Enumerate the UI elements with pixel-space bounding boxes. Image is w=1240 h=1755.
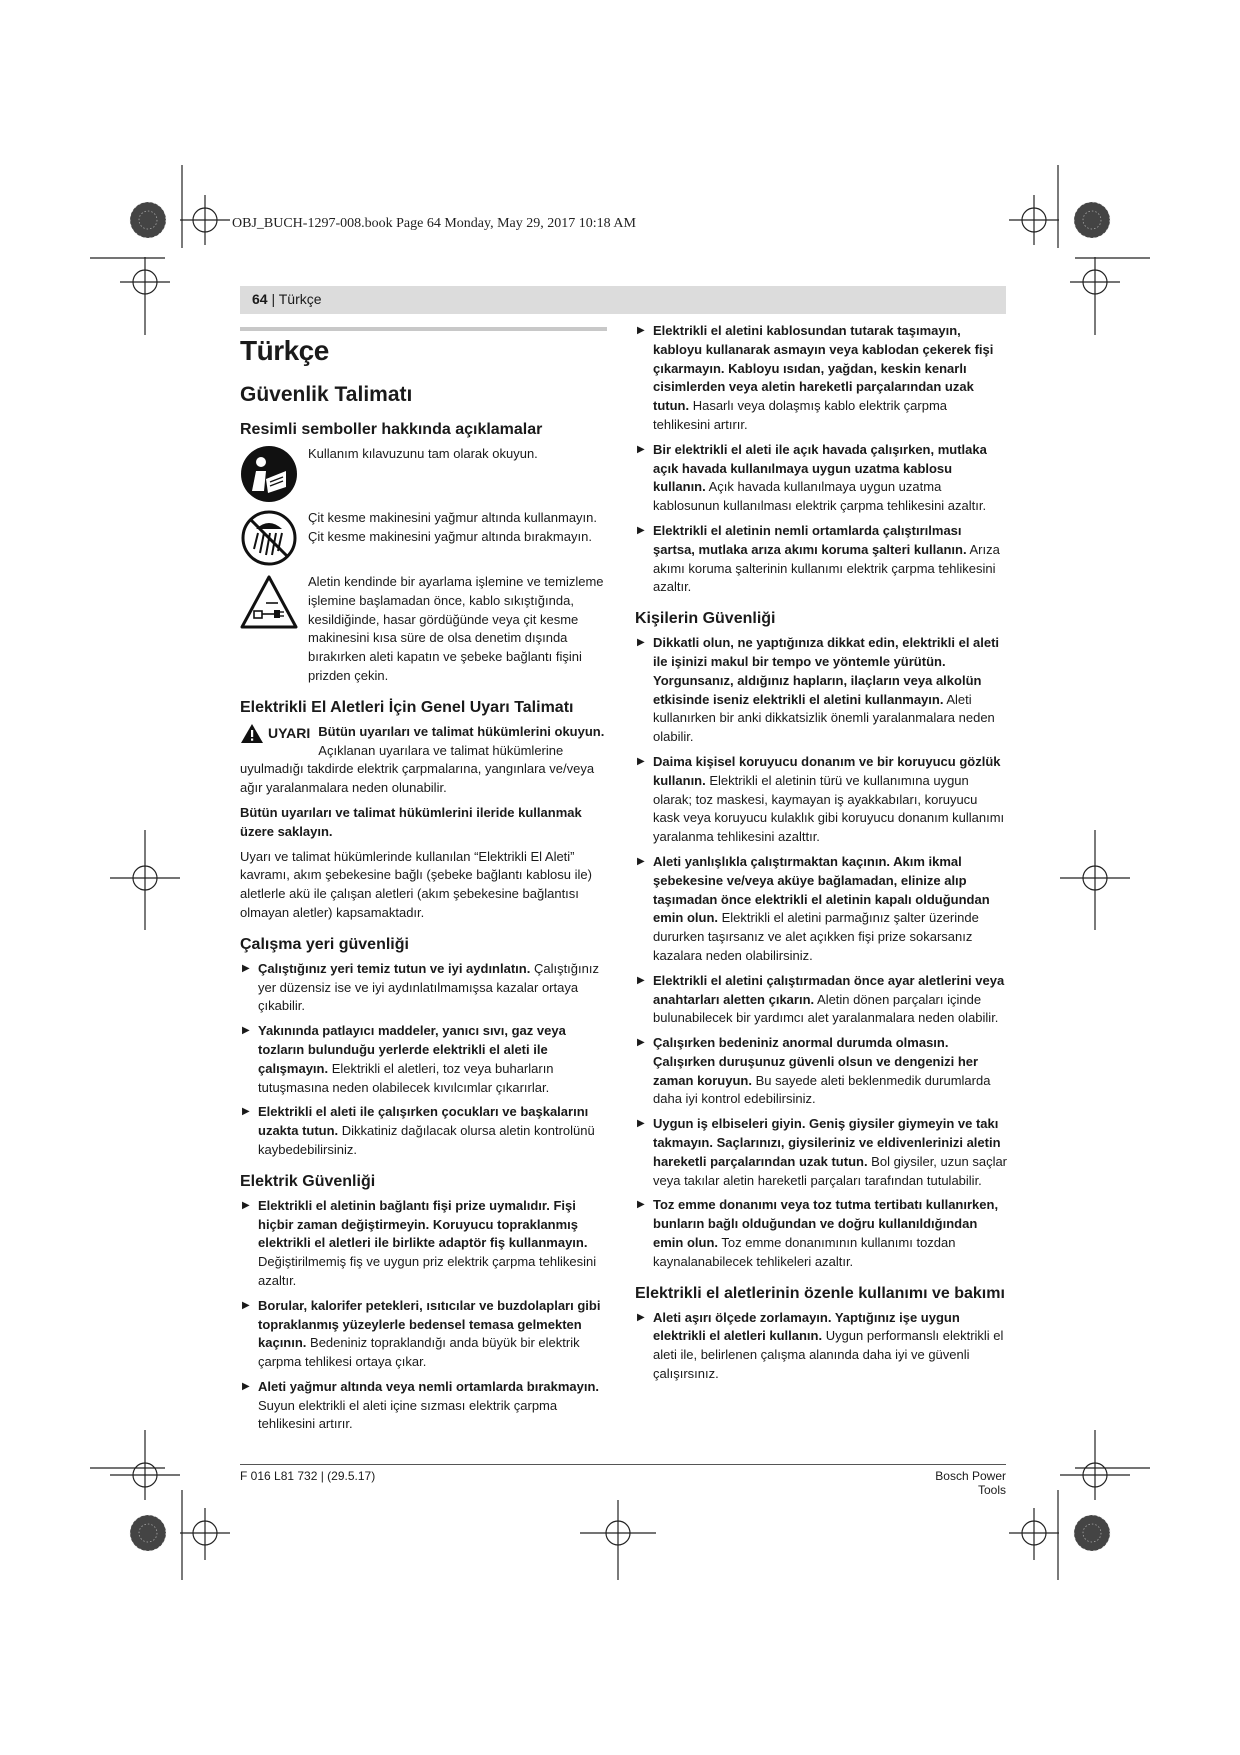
list-item (240, 1103, 612, 1159)
footer-rule (240, 1464, 1006, 1465)
symbol-text: Kullanım kılavuzunu tam olarak okuyun. (308, 446, 538, 461)
list-item (635, 853, 1007, 966)
no-rain-icon (240, 509, 298, 567)
crosshair-top-right (1009, 195, 1059, 245)
item-bold: Elektrikli el aletinin nemli ortamlarda çalıştırılması şartsa, mutlaka arıza akımı koruma şalteri kullanın. (653, 522, 967, 557)
item-bold: Elektrikli el aletinin bağlantı fişi prize uymalıdır. Fişi hiçbir zaman değiştirmeyin. Koruyucu topraklanmış elektrikli el aletleri ile birlikte adaptör fiş kullanmayın. (258, 1197, 588, 1251)
item-text: Arıza akımı koruma şalterinin kullanımı elektrik çarpma tehlikesini azaltır. (653, 541, 1000, 595)
item-text: Bedeniniz topraklandığı anda büyük bir elektrik çarpma tehlikesi ortaya çıkar. (258, 1335, 580, 1370)
page-header-text (252, 291, 322, 307)
care-heading: Elektrikli el aletlerinin özenle kullanımı ve bakımı (635, 1284, 1005, 1302)
list-item (240, 1022, 612, 1097)
file-header: OBJ_BUCH-1297-008.book Page 64 Monday, May 29, 2017 10:18 AM (232, 216, 636, 231)
term-definition: Uyarı ve talimat hükümlerinde kullanılan “Elektrikli El Aleti” kavramı, akım şebekesine bağlı (şebeke bağlantı kablosu ile) aletlerle akü ile çalışan aletleri (akım şebekesine bağlantısı olmayan aletler) kapsamaktadır. (240, 848, 592, 920)
symbol-text: Çit kesme makinesini yağmur altında kullanmayın. Çit kesme makinesini yağmur altında bırakmayın. (308, 510, 598, 544)
crosshair-right-middle (1060, 830, 1130, 930)
section-title: Güvenlik Talimatı (240, 383, 413, 406)
list-item (240, 1297, 612, 1372)
electric-safety-heading: Elektrik Güvenliği (240, 1172, 376, 1190)
crosshair-right-upper (1070, 257, 1120, 335)
unplug-warning-icon (240, 573, 298, 631)
item-text: Uygun performanslı elektrikli el aleti ile, belirlenen çalışma alanında daha iyi ve güvenli çalışırsınız. (653, 1328, 1004, 1382)
item-bold: Toz emme donanımı veya toz tutma tertibatı kullanırken, bunların bağlı olduğundan ve doğru kullanıldığından emin olun. (653, 1197, 999, 1251)
item-text: Aleti kullanırken bir anki dikkatsizlik önemli yaralanmalara neden olabilir. (653, 691, 995, 745)
item-bold: Daima kişisel koruyucu donanım ve bir koruyucu gözlük kullanın. (653, 753, 1001, 788)
crosshair-left-middle (110, 830, 180, 930)
page-title: Türkçe (240, 335, 329, 366)
crosshair-top-left (180, 195, 230, 245)
personal-safety-heading: Kişilerin Güvenliği (635, 610, 776, 628)
list-item (635, 1196, 1007, 1271)
item-text: Elektrikli el aletini parmağınız şalter üzerinde dururken taşırsanız ve alet açıkken fişi prize sokarsanız kazalara neden olabilirsiniz. (653, 910, 979, 963)
item-bold: Aleti aşırı ölçede zorlamayın. Yaptığınız işe uygun elektrikli el aletleri kullanın. (653, 1309, 960, 1344)
item-text: Değiştirilmemiş fiş ve uygun priz elektrik çarpma tehlikesini azaltır. (258, 1254, 597, 1288)
warning-bold: Bütün uyarıları ve talimat hükümlerini okuyun. (318, 723, 605, 739)
header-section: Türkçe (278, 291, 322, 307)
item-text: Suyun elektrikli el aleti içine sızması elektrik çarpma tehlikesini artırır. (258, 1397, 558, 1432)
item-text: Çalıştığınız yer düzensiz ise ve iyi aydınlatılmamışsa kazalar ortaya çıkabilir. (258, 960, 599, 1014)
item-bold: Bir elektrikli el aleti ile açık havada çalışırken, mutlaka açık havada kullanılmaya uygun uzatma kablosu kullanın. (653, 441, 987, 495)
item-bold: Elektrikli el aletini kablosundan tutarak taşımayın, kabloyu kullanarak asmayın veya kablodan çekerek fişi çıkarmayın. Kabloyu ısıdan, yağdan, keskin kenarlı cisimlerden veya aletin hareketli parçalarından uzak tutun. (653, 323, 994, 414)
keep-instructions (240, 804, 612, 842)
right-column (635, 322, 1007, 1390)
header-separator: | (267, 291, 279, 307)
item-text: Hasarlı veya dolaşmış kablo elektrik çarpma tehlikesini artırır. (653, 398, 948, 432)
footer-brand: Bosch Power Tools (935, 1469, 1006, 1497)
item-bold: Çalışırken bedeniniz anormal durumda olmasın. Çalışırken duruşunuz güvenli olsun ve dengenizi her zaman koruyun. (653, 1035, 979, 1088)
item-text: Toz emme donanımının kullanımı tozdan kaynalanabilecek tehlikeleri azaltır. (653, 1235, 956, 1269)
item-text: Bu sayede aleti beklenmedik durumlarda daha iyi kontrol edebilirsiniz. (653, 1072, 991, 1107)
crosshair-right-lower (1060, 1430, 1130, 1500)
crosshair-left-lower (110, 1430, 180, 1500)
item-bold: Borular, kalorifer petekleri, ısıtıcılar ve buzdolapları gibi topraklanmış yüzeylerle bedensel temasa gelmekten kaçının. (258, 1297, 601, 1351)
running-header (240, 286, 1006, 314)
item-text: Açık havada kullanılmaya uygun uzatma kablosunun kullanılması elektrik çarpma tehlikesini azaltır. (653, 479, 987, 514)
list-item (635, 753, 1007, 847)
item-text: Aletin dönen parçaları içinde bulunabilecek bir yardımcı alet yaralanmalara neden olabilir. (653, 991, 999, 1026)
item-text: Elektrikli el aletleri, toz veya buharların tutuşmasına neden olabilecek kıvılcımlar çıkarırlar. (258, 1060, 554, 1095)
symbol-text: Aletin kendinde bir ayarlama işlemine ve temizleme işlemine başlamadan önce, kablo sıkıştığında, kesildiğinde, hasar gördüğünde veya çit kesme makinesini kısa süre de olsa denetim dışında bırakırken aleti kapatın ve şebeke bağlantı fişini prizden çekin. (308, 574, 604, 683)
list-item (635, 634, 1007, 747)
item-bold: Yakınında patlayıcı maddeler, yanıcı sıvı, gaz veya tozların bulunduğu yerlerde elektrikli el aleti ile çalışmayın. (258, 1023, 566, 1076)
item-bold: Elektrikli el aletini çalıştırmadan önce ayar aletlerini veya anahtarları aletten çıkarın. (653, 972, 1005, 1007)
left-column (240, 330, 612, 1440)
list-item (635, 1034, 1007, 1109)
list-item (635, 322, 1007, 435)
warning-badge (240, 723, 310, 744)
item-bold: Elektrikli el aleti ile çalışırken çocukları ve başkalarını uzakta tutun. (258, 1104, 589, 1139)
symbols-heading: Resimli semboller hakkında açıklamalar (240, 421, 543, 438)
list-item (635, 441, 1007, 516)
item-bold: Aleti yanlışlıkla çalıştırmaktan kaçının. Akım ikmal şebekesine ve/veya aküye bağlamadan, elinize alıp taşımadan önce elektrikli el aletinin kapalı olduğundan emin olun. (653, 853, 990, 926)
warning-triangle-icon (240, 723, 264, 744)
page-number: 64 (252, 291, 268, 307)
list-item (635, 1115, 1007, 1190)
warning-paragraph (240, 723, 612, 798)
color-wheel-bottom-right (1074, 1515, 1110, 1551)
crosshair-bottom-center (580, 1500, 656, 1580)
color-wheel-bottom-left (130, 1515, 166, 1551)
item-bold: Çalıştığınız yeri temiz tutun ve iyi aydınlatın. (258, 960, 531, 976)
color-wheel-top-left (130, 202, 166, 238)
footer-doc-code: F 016 L81 732 | (29.5.17) (240, 1469, 376, 1483)
item-bold: Uygun iş elbiseleri giyin. Geniş giysiler giymeyin ve takı takmayın. Saçlarınızı, giysileriniz ve eldivenlerinizi aletin hareketli parçalarından uzak tutun. (653, 1116, 1001, 1169)
general-warning-heading: Elektrikli El Aletleri İçin Genel Uyarı Talimatı (240, 698, 574, 716)
symbol-row (240, 445, 612, 503)
crosshair-bottom-right (1009, 1508, 1059, 1560)
list-item (635, 1309, 1007, 1384)
color-wheel-top-right (1074, 202, 1110, 238)
keep-instructions-bold: Bütün uyarıları ve talimat hükümlerini ileride kullanmak üzere saklayın. (240, 804, 582, 839)
list-item (240, 1378, 612, 1434)
list-item (635, 522, 1007, 597)
warning-text: Açıklanan uyarılara ve talimat hükümlerine uyulmadığı takdirde elektrik çarpmalarına, yangınlara ve/veya ağır yaralanmalara neden olunabilir. (240, 742, 595, 796)
item-text: Elektrikli el aletinin türü ve kullanımına uygun olarak; toz maskesi, kaymayan iş ayakkabıları, koruyucu kask veya koruyucu kulaklık gibi koruyucu donanım kullanımı yaralanma tehlikesini azalttır. (653, 772, 1005, 845)
work-area-heading: Çalışma yeri güvenliği (240, 935, 409, 953)
warning-label: UYARI (268, 724, 311, 741)
item-text: Bol giysiler, uzun saçlar veya takılar aletin hareketli parçaları tarafından tutulabilir. (653, 1153, 1008, 1188)
item-bold: Dikkatli olun, ne yaptığınıza dikkat edin, elektrikli el aleti ile işinizi makul bir tempo ve yöntemle yürütün. Yorgunsanız, aldığınız hapların, ilaçların veya alkolün etkisinde iseniz elektrikli el aletini kullanmayın. (653, 635, 1000, 707)
crosshair-bottom-left (180, 1508, 230, 1560)
list-item (635, 972, 1007, 1028)
item-text: Dikkatiniz dağılacak olursa aletin kontrolünü kaybedebilirsiniz. (258, 1123, 595, 1157)
list-item (240, 960, 612, 1016)
list-item (240, 1197, 612, 1291)
symbol-row (240, 573, 612, 686)
symbol-row (240, 509, 612, 567)
item-bold: Aleti yağmur altında veya nemli ortamlarda bırakmayın. (258, 1378, 600, 1394)
read-manual-icon (240, 445, 298, 503)
crosshair-left-upper (120, 257, 170, 335)
